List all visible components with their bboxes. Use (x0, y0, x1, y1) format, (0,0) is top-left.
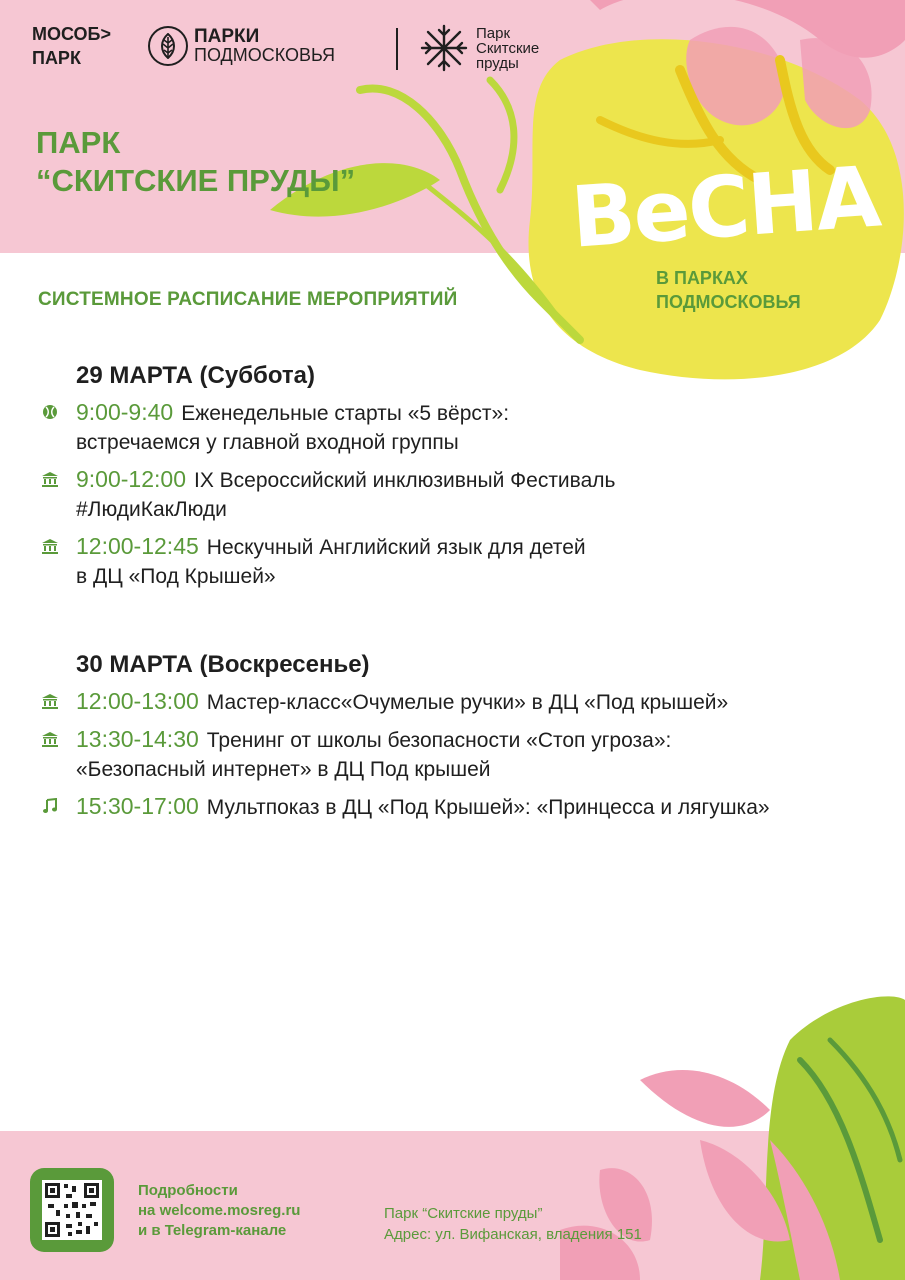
event-item (40, 792, 900, 822)
qr-code-icon (42, 1180, 102, 1240)
vesna-logotype: ВеСНА (568, 147, 883, 267)
skitskie-prudy-logo (418, 22, 539, 74)
event-description: Тренинг от школы безопасности «Стоп угроза»: (206, 729, 672, 752)
mosobpark-logo (32, 22, 111, 70)
event-time: 15:30-17:00 (76, 793, 199, 819)
details-info (138, 1181, 300, 1241)
snowflake-icon (418, 22, 470, 74)
event-time: 12:00-12:45 (76, 533, 199, 559)
mosobpark-logo-line1: МОСОБ> (32, 24, 111, 44)
details-line1: Подробности (138, 1182, 238, 1199)
event-item (40, 398, 900, 457)
event-description: Нескучный Английский язык для детей (206, 536, 586, 559)
event-description: Еженедельные старты «5 вёрст»: (181, 402, 510, 425)
event-item (40, 725, 900, 784)
address-park-name: Парк “Скитские пруды” (384, 1205, 543, 1222)
details-line2: на welcome.mosreg.ru (138, 1202, 301, 1219)
parks-logo-line2: ПОДМОСКОВЬЯ (194, 45, 336, 65)
address-block (384, 1203, 642, 1245)
event-description-line2: встречаемся у главной входной группы (76, 431, 459, 454)
park-title-line2: “СКИТСКИЕ ПРУДЫ” (36, 163, 356, 198)
schedule-label: СИСТЕМНОЕ РАСПИСАНИЕ МЕРОПРИЯТИЙ (38, 289, 458, 310)
qr-code[interactable] (30, 1168, 114, 1252)
vesna-subtitle (656, 266, 801, 314)
museum-icon (40, 469, 60, 489)
museum-icon (40, 691, 60, 711)
skit-logo-line2: Скитские (476, 39, 540, 57)
vesna-subtitle-line2: ПОДМОСКОВЬЯ (656, 292, 801, 312)
event-description-line2: в ДЦ «Под Крышей» (76, 565, 276, 588)
museum-icon (40, 729, 60, 749)
event-time: 13:30-14:30 (76, 726, 199, 752)
event-time: 9:00-9:40 (76, 399, 174, 425)
day-section-30 (40, 651, 900, 830)
day-section-29 (40, 362, 900, 599)
park-title (36, 124, 355, 200)
mosobpark-logo-line2: ПАРК (32, 48, 81, 68)
event-item (40, 687, 900, 717)
event-time: 12:00-13:00 (76, 688, 199, 714)
leaf-icon (148, 26, 188, 66)
parks-logo-line1: ПАРКИ (194, 26, 260, 47)
event-description-line2: #ЛюдиКакЛюди (76, 498, 227, 521)
address-text: Адрес: ул. Вифанская, владения 151 (384, 1226, 642, 1243)
event-description-line2: «Безопасный интернет» в ДЦ Под крышей (76, 758, 491, 781)
museum-icon (40, 536, 60, 556)
ball-icon (40, 402, 60, 422)
skit-logo-line3: пруды (476, 54, 519, 72)
parks-podmoskovya-logo (148, 26, 335, 66)
event-item (40, 465, 900, 524)
event-item (40, 532, 900, 591)
event-time: 9:00-12:00 (76, 466, 186, 492)
music-note-icon (40, 796, 60, 816)
event-description: Мультпоказ в ДЦ «Под Крышей»: «Принцесса и лягушка» (206, 796, 770, 819)
logo-divider (396, 28, 398, 70)
day-title: 29 МАРТА (Суббота) (76, 362, 316, 389)
vesna-subtitle-line1: В ПАРКАХ (656, 268, 748, 288)
day-title: 30 МАРТА (Воскресенье) (76, 651, 370, 678)
event-description: Мастер-класс«Очумелые ручки» в ДЦ «Под крышей» (206, 691, 729, 714)
skit-logo-line1: Парк (476, 24, 511, 42)
park-title-line1: ПАРК (36, 125, 121, 160)
event-description: IX Всероссийский инклюзивный Фестиваль (193, 469, 616, 492)
details-line3: и в Telegram-канале (138, 1222, 287, 1239)
